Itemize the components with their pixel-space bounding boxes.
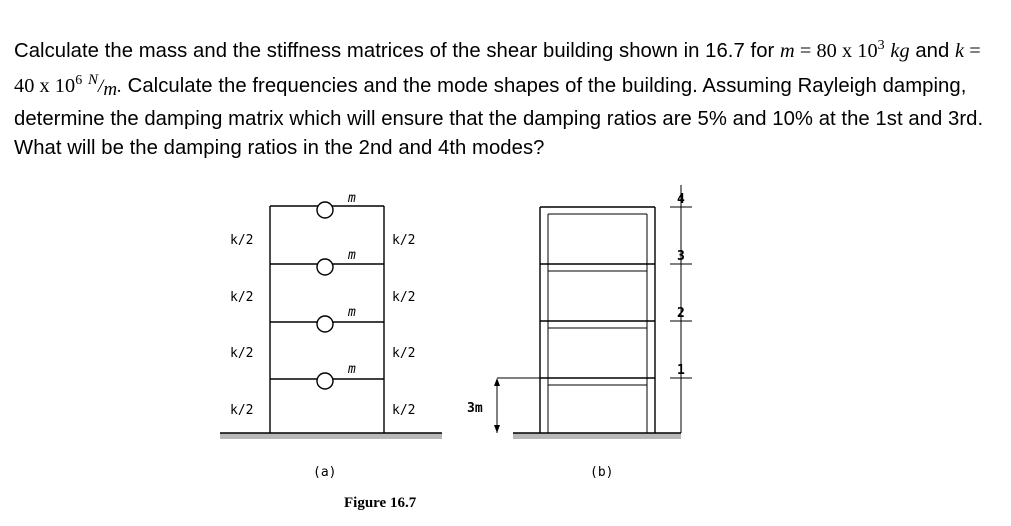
mass-exponent: 3 — [877, 38, 885, 53]
mass-unit: kg — [890, 39, 910, 62]
unit-denominator: m — [103, 79, 118, 101]
lumped-mass-1 — [317, 373, 333, 389]
floor-number-1: 1 — [677, 363, 685, 378]
stiffness-exponent: 6 — [75, 73, 83, 89]
story-height-label: 3m — [467, 401, 483, 416]
figure-caption: Figure 16.7 — [344, 495, 417, 511]
lumped-mass-3 — [317, 259, 333, 275]
mass-label-3: m — [348, 248, 356, 263]
stiffness-value: = 40 x 10 — [14, 39, 981, 98]
lumped-mass-4 — [317, 202, 333, 218]
left-spring-label-2: k/2 — [230, 346, 254, 361]
mass-value: 80 x 10 — [816, 39, 878, 62]
unit-numerator: N — [87, 72, 99, 89]
mass-label-2: m — [348, 305, 356, 320]
ground-b — [513, 433, 681, 439]
mass-label-4: m — [348, 191, 356, 206]
dimension-arrow-top — [494, 378, 500, 386]
subfigure-label-b: (b) — [590, 465, 614, 480]
problem-intro: Calculate the mass and the stiffness matrices of the shear building shown in 16.7 for — [14, 39, 781, 62]
stiffness-unit: $^N/_m$. — [87, 72, 122, 101]
problem-body: Calculate the frequencies and the mode shapes of the building. Assuming Rayleigh damping, determine the damping matrix which will ensure that the damping ratios are 5% and 10% at the 1st and 3rd. What will be the damping ratios in the 2nd and 4th modes? — [14, 75, 984, 160]
left-spring-label-4: k/2 — [230, 233, 254, 248]
stiffness-variable: k — [955, 39, 965, 62]
building-frame — [494, 185, 692, 439]
and-text: and — [909, 39, 956, 62]
subfigure-label-a: (a) — [313, 465, 337, 480]
dimension-arrow-bottom — [494, 425, 500, 433]
left-spring-label-3: k/2 — [230, 290, 254, 305]
right-spring-label-2: k/2 — [392, 346, 416, 361]
lumped-mass-2 — [317, 316, 333, 332]
ground-a — [220, 433, 442, 439]
floor-number-3: 3 — [677, 249, 685, 264]
right-spring-label-4: k/2 — [392, 233, 416, 248]
mass-variable: m — [780, 39, 795, 62]
floor-number-4: 4 — [677, 192, 685, 207]
left-spring-label-1: k/2 — [230, 403, 254, 418]
right-spring-label-3: k/2 — [392, 290, 416, 305]
floor-number-2: 2 — [677, 306, 685, 321]
unit-dot: . — [117, 76, 122, 98]
mass-label-1: m — [348, 362, 356, 377]
equals-sign: = — [794, 39, 817, 62]
right-spring-label-1: k/2 — [392, 403, 416, 418]
